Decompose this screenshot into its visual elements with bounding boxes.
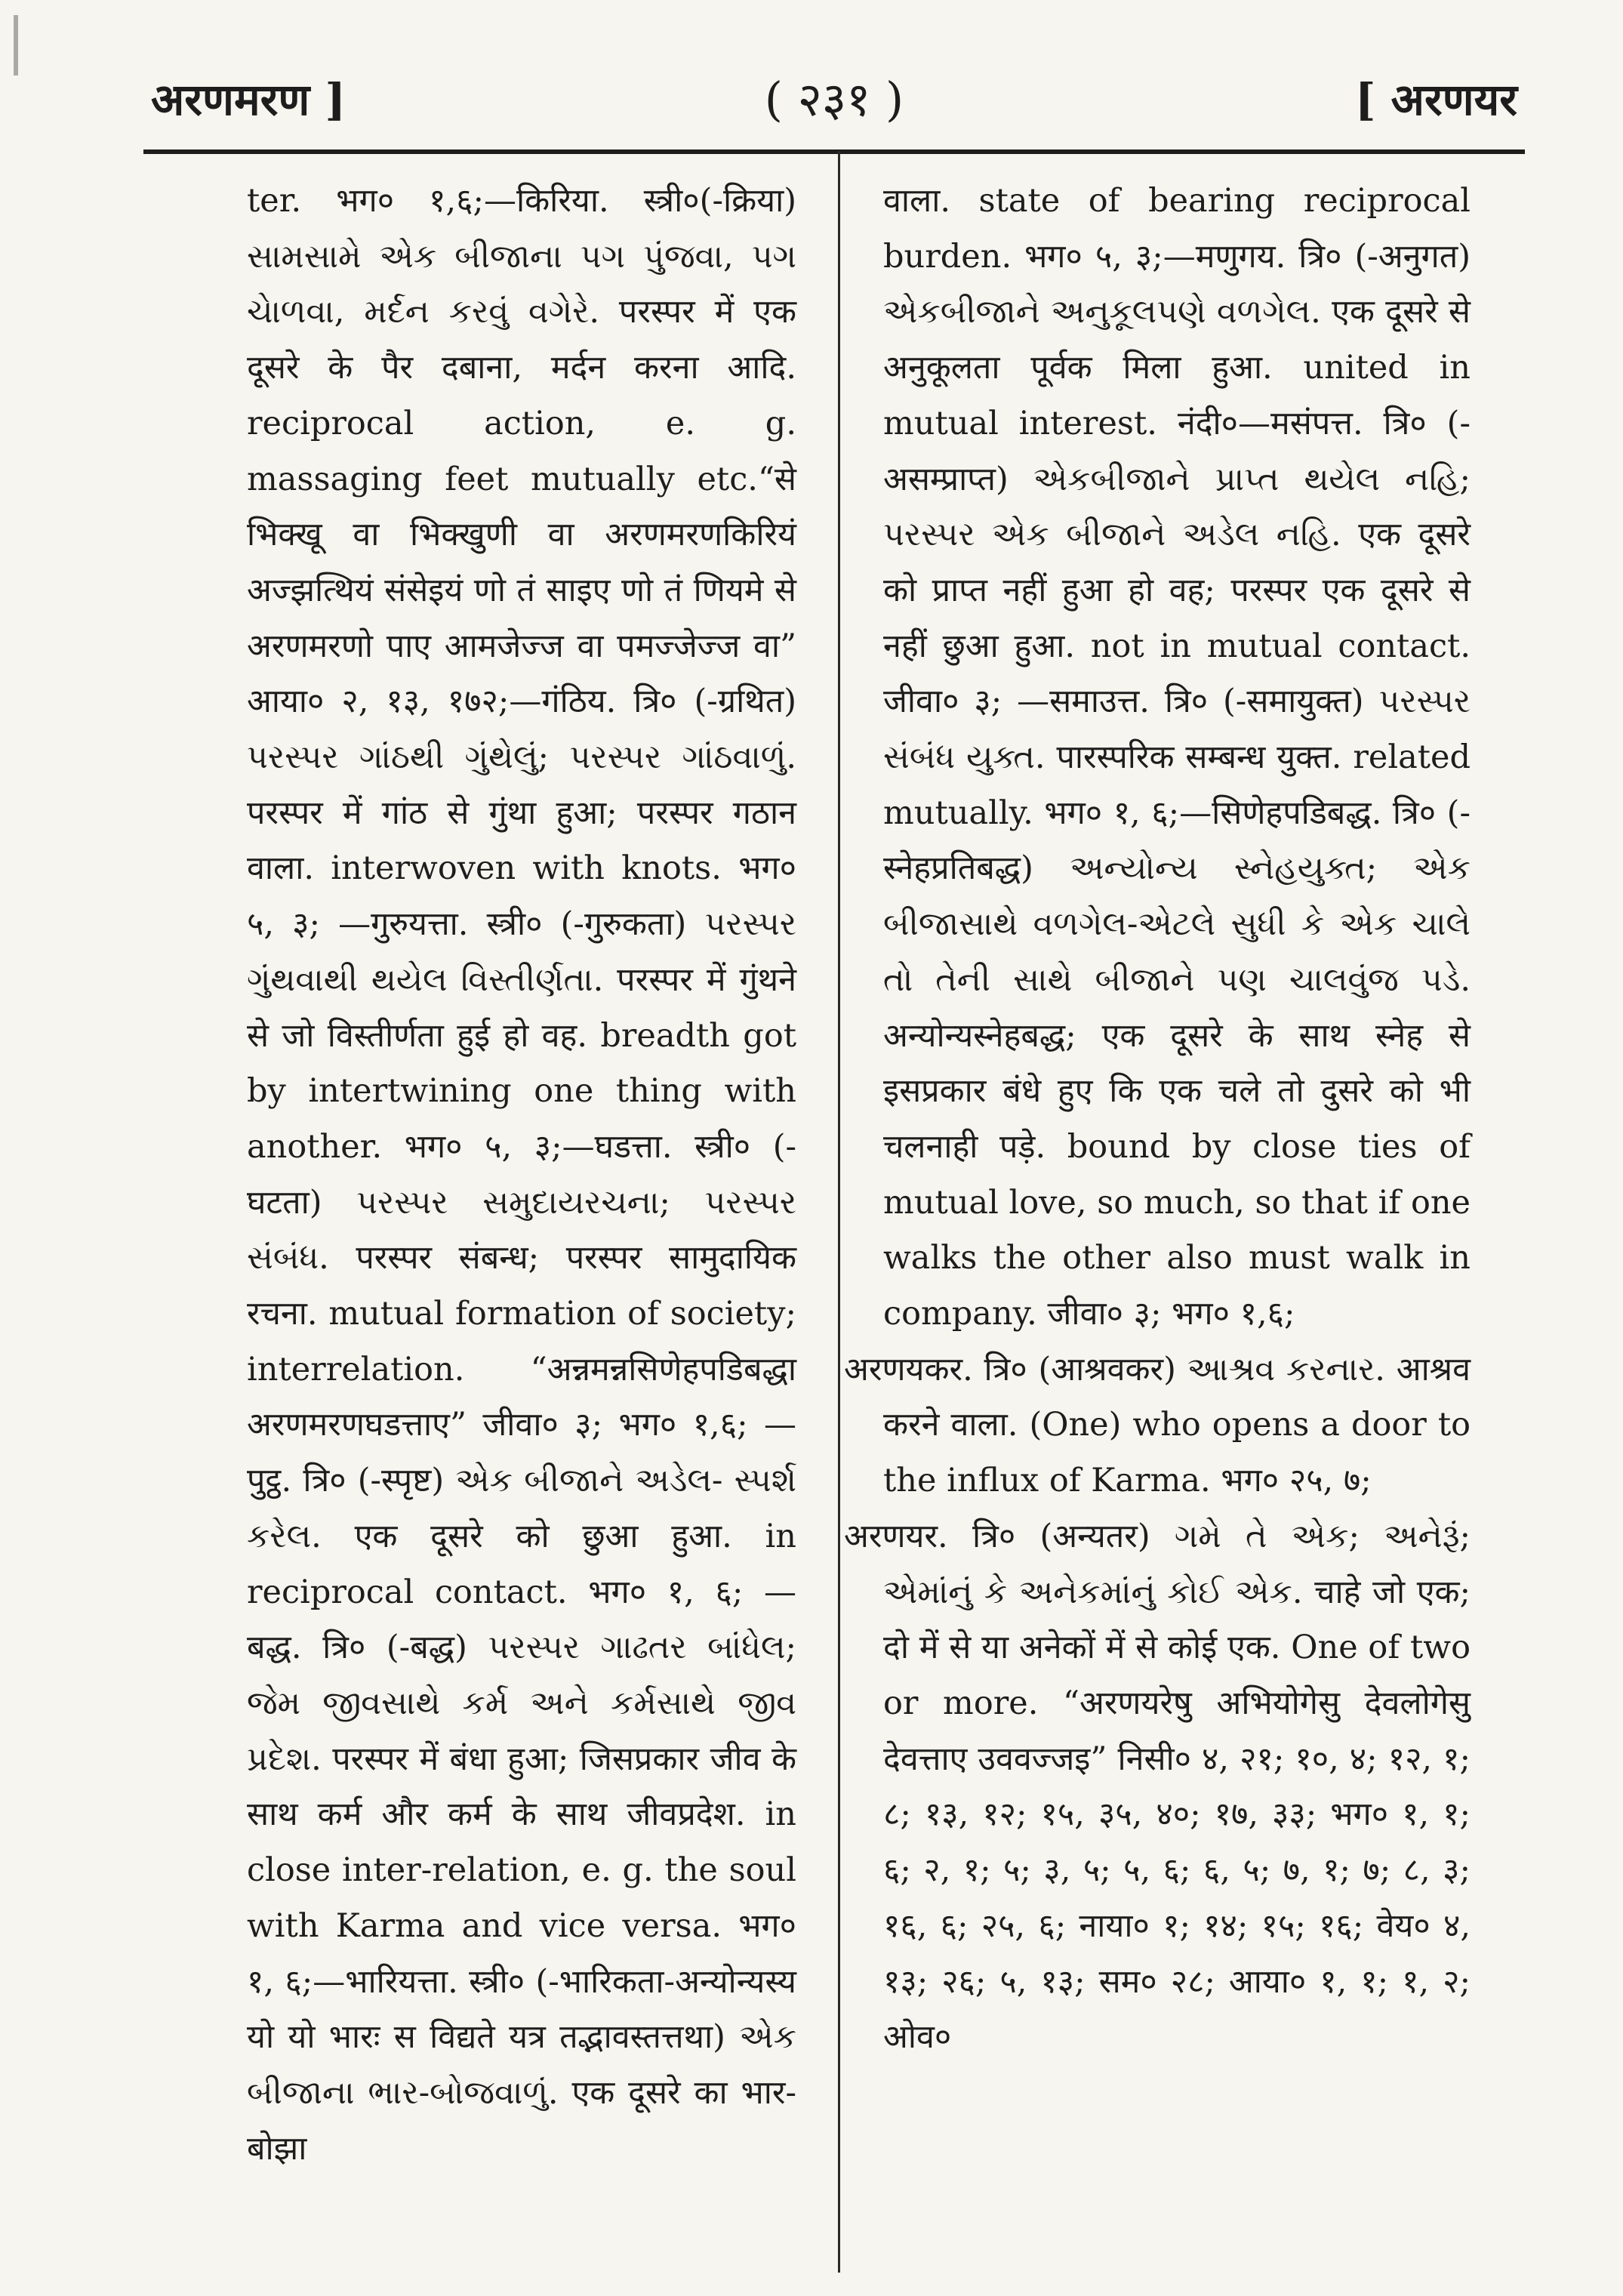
right-column-continuation: वाला. state of bearing reciprocal burden. भग० ५, ३;—मणुगय. त्रि० (-अनुगत) એકબીજાને અનુકૂલપણે વળગેલ. एक दूसरे से अनुकूलता पूर्वक मिला हुआ. united in mutual interest. नंदी०—मसंपत्त. त्रि० (-असम्प्राप्त) એકબીજાને પ્રાપ્ત થયેલ નહિ; પરસ્પર એક બીજાને અડેલ નહિ. एक दूसरे को प्राप्त नहीं हुआ हो वह; परस्पर एक दूसरे से नहीं छुआ हुआ. not in mutual contact. जीवा० ३; —समाउत्त. त्रि० (-समायुक्त) પરસ્પર સંબંધ યુક્ત. पारस्परिक सम्बन्ध युक्त. related mutually. भग० १, ६;—सिणेहपडिबद्ध. त्रि० (-स्नेहप्रतिबद्ध) અન્યોન્ય સ્નેહયુક્ત; એક બીજાસાથે વળગેલ-એટલે સુધી કે એક ચાલે તો તેની સાથે બીજાને પણ ચાલવુંજ પડે. अन्योन्यस्नेहबद्ध; एक दूसरे के साथ स्नेह से इसप्रकार बंधे हुए कि एक चले तो दुसरे को भी चलनाही पड़े. bound by close ties of mutual love, so much, so that if one walks the other also must walk in company. जीवा० ३; भग० १,६; bbox=[883, 182, 1471, 1333]
left-column-text: ter. भग० १,६;—किरिया. स्त्री०(-क्रिया) સામસામે એક બીજાના પગ પુંજવા, પગ ચેાળવા, મર્દન કરવું વગેરે. परस्पर में एक दूसरे के पैर दबाना, मर्दन करना आदि. reciprocal action, e. g. massaging feet mutually etc.“से भिक्खू वा भिक्खुणी वा अरणमरणकिरियं अज्झत्थियं संसेइयं णो तं साइए णो तं णियमे से अरणमरणो पाए आमजेज्ज वा पमज्जेज्ज वा” आया० २, १३, १७२;—गंठिय. त्रि० (-ग्रथित) પરસ્પર ગાંઠથી ગુંથેલું; પરસ્પર ગાંઠવાળું. परस्पर में गांठ से गुंथा हुआ; परस्पर गठान वाला. interwoven with knots. भग० ५, ३; —गुरुयत्ता. स्त्री० (-गुरुकता) પરસ્પર ગુંથવાથી થયેલ વિસ્તીર્ણતા. परस्पर में गुंथने से जो विस्तीर्णता हुई हो वह. breadth got by intertwining one thing with another. भग० ५, ३;—घडत्ता. स्त्री० (-घटता) પરસ્પર સમુદાયરચના; પરસ્પર સંબંધ. परस्पर संबन्ध; परस्पर सामुदायिक रचना. mutual formation of society; interrelation. “अन्नमन्नसिणेहपडिबद्धा अरणमरणघडत्ताए” जीवा० ३; भग० १,६; —पुट्ठ. त्रि० (-स्पृष्ट) એક બીજાને અડેલ- સ્પર્શ કરેલ. एक दूसरे को छुआ हुआ. in reciprocal contact. भग० १, ६; —बद्ध. त्रि० (-बद्ध) પરસ્પર ગાઢતર બાંધેલ; જેમ જીવસાથે કર્મ અને કર્મસાથે જીવ પ્રદેશ. परस्पर में बंधा हुआ; जिसप्रकार जीव के साथ कर्म और कर्म के साथ जीवप्रदेश. in close inter-relation, e. g. the soul with Karma and vice versa. भग० १, ६;—भारियत्ता. स्त्री० (-भारिकता-अन्योन्यस्य यो यो भारः स विद्यते यत्र तद्भावस्तत्तथा) એક બીજાના ભાર-બોજવાળું. एक दूसरे का भार-बोझा bbox=[247, 182, 796, 2168]
left-column bbox=[208, 174, 796, 2177]
page-header bbox=[151, 45, 1517, 128]
entry-aranayara: अरणयर. त्रि० (अन्यतर) ગમે તે એક; અનેરૂં; એમાંનું કે અનેકમાંનું કોઈ એક. चाहे जो एक; दो में से या अनेकों में से कोई एक. One of two or more. “अरणयरेषु अभियोगेसु देवलोगेसु देवत्ताए उववज्जइ” निसी० ४, २१; १०, ४; १२, १; ८; १३, १२; १५, ३५, ४०; १७, ३३; भग० १, १; ६; २, १; ५; ३, ५; ५, ६; ६, ५; ७, १; ७; ८, ३; १६, ६; २५, ६; नाया० १; १४; १५; १६; वेय० ४, १३; २६; ५, १३; सम० २८; आया० १, १; १, २; ओव० bbox=[844, 1517, 1471, 2057]
right-column bbox=[844, 174, 1471, 2066]
header-rule bbox=[143, 149, 1525, 154]
scan-edge-mark bbox=[14, 15, 18, 76]
column-divider bbox=[838, 151, 840, 2273]
header-right-catchword: [ अरणयर bbox=[1355, 74, 1517, 125]
header-left-catchword: अरणमरण ] bbox=[151, 74, 346, 125]
entry-aranayakara: अरणयकर. त्रि० (आश्रवकर) આશ્રવ કરનાર. आश्रव करने वाला. (One) who opens a door to the influx of Karma. भग० २५, ७; bbox=[844, 1350, 1471, 1500]
page-number: ( २३१ ) bbox=[764, 72, 904, 127]
